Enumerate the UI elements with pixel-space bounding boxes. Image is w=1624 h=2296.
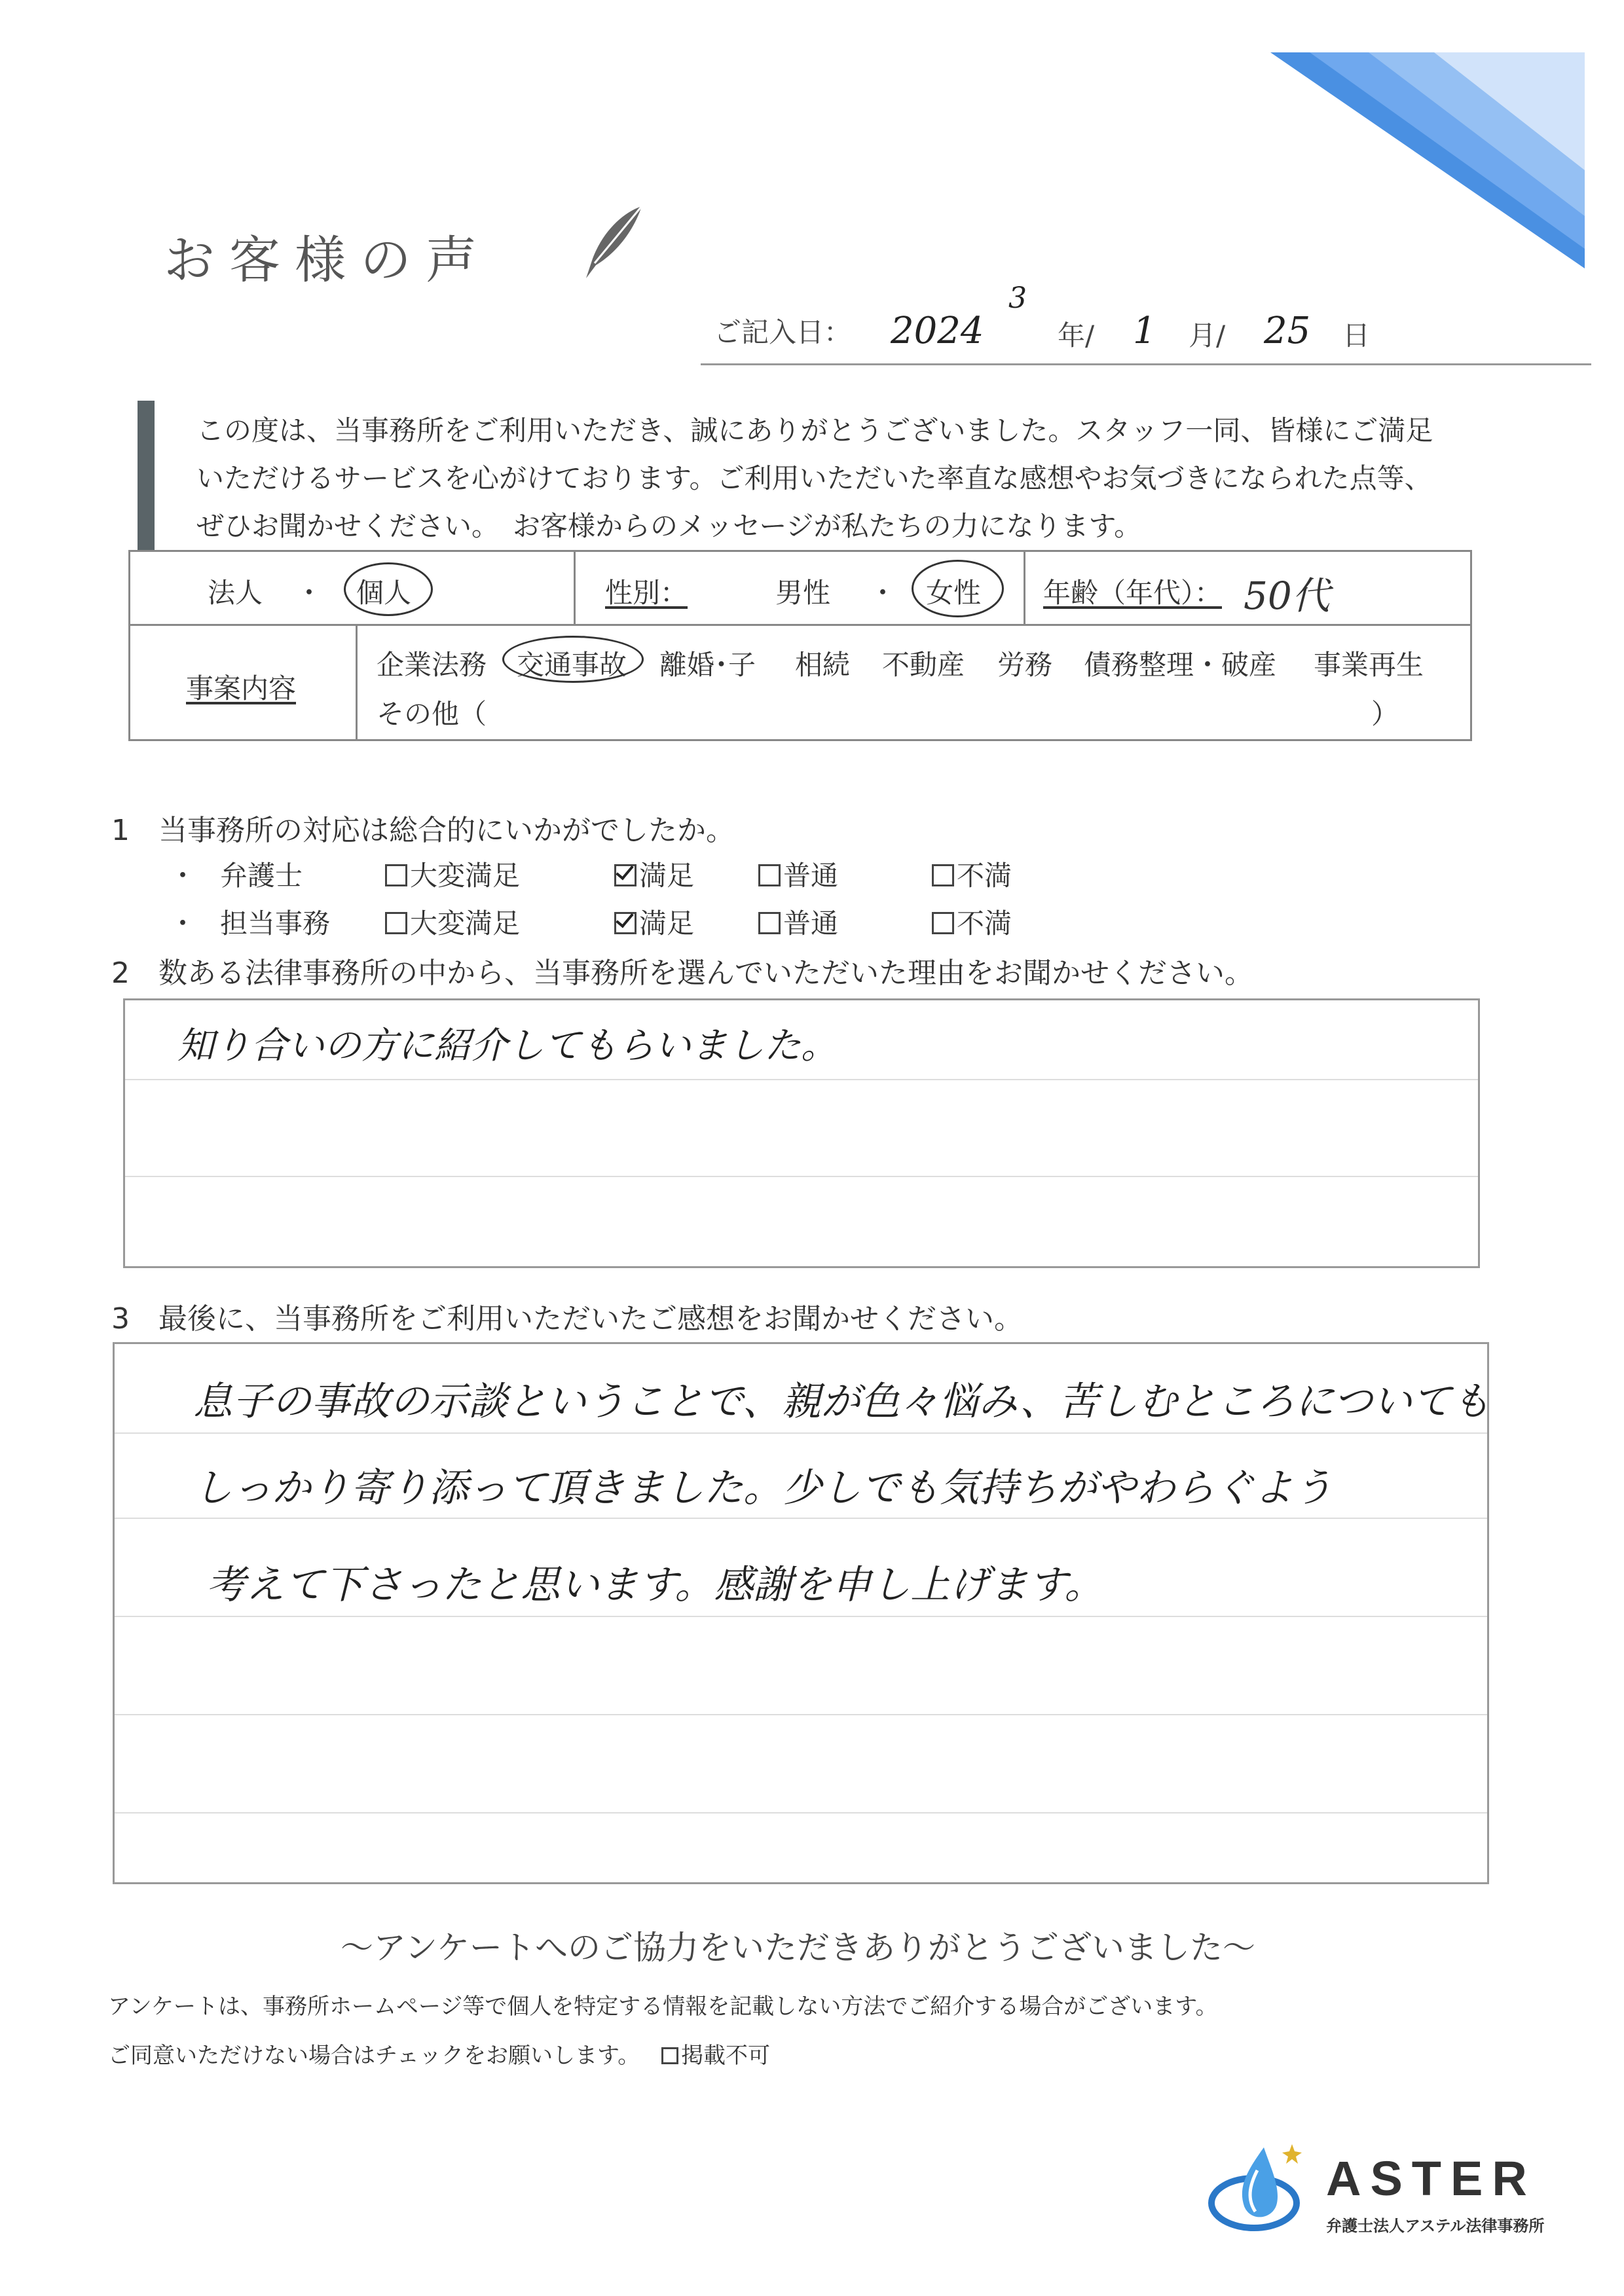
- rating-option: 大変満足: [385, 854, 520, 894]
- table-divider: [130, 624, 1470, 626]
- logo-subtitle: 弁護士法人アステル法律事務所: [1326, 2217, 1545, 2235]
- date-day: 25: [1264, 310, 1311, 352]
- gender-label: 性別：: [605, 577, 688, 609]
- question-3-answer-line: 息子の事故の示談ということで、親が色々悩み、苦しむところについても: [193, 1379, 1491, 1425]
- logo-name: ASTER: [1326, 2151, 1536, 2206]
- case-type-option: 不動産: [882, 649, 965, 681]
- rating-row-lawyer: [169, 854, 1086, 894]
- aster-droplet-logo-icon: [1208, 2141, 1306, 2232]
- rating-option: 大変満足: [385, 902, 520, 941]
- publication-note: アンケートは、事務所ホームページ等で個人を特定する情報を記載しない方法でご紹介する場合がございます。: [108, 1994, 1218, 2020]
- ruled-line: [115, 1518, 1487, 1519]
- question-1-title: 1 当事務所の対応は総合的にいかがでしたか。: [111, 814, 735, 847]
- page-title: お客様の声: [164, 231, 492, 290]
- rating-option: 普通: [758, 854, 838, 894]
- consent-note: ご同意いただけない場合はチェックをお願いします。: [108, 2043, 640, 2069]
- ruled-line: [125, 1079, 1478, 1080]
- separator-dot: ・: [869, 577, 897, 609]
- question-3-answer-line: 考えて下さったと思います。感謝を申し上げます。: [206, 1562, 1104, 1608]
- question-2-title: 2 数ある法律事務所の中から、当事務所を選んでいただいた理由をお聞かせください。: [111, 957, 1253, 990]
- ruled-line: [115, 1432, 1487, 1434]
- checkbox[interactable]: [758, 864, 781, 886]
- age-label: 年齢（年代）：: [1043, 577, 1223, 609]
- gender-male: 男性: [775, 577, 831, 609]
- no-publish-option: 掲載不可: [661, 2037, 770, 2069]
- checkbox[interactable]: [932, 912, 954, 934]
- case-type-option: 企業法務: [377, 649, 487, 681]
- separator-dot: ・: [295, 577, 323, 609]
- client-type-individual: 個人: [356, 577, 412, 609]
- case-type-option: 事業再生: [1314, 649, 1424, 681]
- rating-label: 弁護士: [220, 860, 303, 892]
- quill-pen-icon: [576, 203, 648, 282]
- traffic-accident-circle-mark: [502, 636, 644, 683]
- case-type-label: 事案内容: [186, 672, 297, 704]
- case-type-option: 労務: [997, 649, 1053, 681]
- rating-option: 不満: [932, 854, 1012, 894]
- info-table: [128, 550, 1472, 741]
- rating-bullet: ・: [169, 907, 197, 939]
- case-type-other-close: ）: [1371, 698, 1399, 730]
- intro-accent-bar: [138, 401, 155, 550]
- question-3-title: 3 最後に、当事務所をご利用いただいたご感想をお聞かせください。: [111, 1302, 1023, 1336]
- checkbox-checked[interactable]: [614, 912, 637, 934]
- date-year: 2024: [891, 310, 984, 352]
- checkbox[interactable]: [932, 864, 954, 886]
- gender-female: 女性: [926, 577, 982, 609]
- female-circle-mark: [912, 560, 1004, 617]
- case-type-option: 相続: [795, 649, 851, 681]
- case-type-other-label: その他（: [377, 698, 487, 730]
- case-type-option: 交通事故: [517, 649, 627, 681]
- checkbox[interactable]: [385, 864, 407, 886]
- date-month-unit: 月/: [1189, 319, 1226, 352]
- intro-line: ぜひお聞かせください。 お客様からのメッセージが私たちの力になります。: [196, 510, 1142, 542]
- age-answer: 50代: [1244, 574, 1330, 618]
- thanks-message: ～アンケートへのご協力をいただきありがとうございました～: [341, 1929, 1255, 1967]
- date-year-correction: 3: [1008, 282, 1027, 315]
- individual-circle-mark: [344, 562, 433, 616]
- intro-line: この度は、当事務所をご利用いただき、誠にありがとうございました。スタッフ一同、皆様にご満足: [196, 414, 1433, 446]
- question-2-answer-box: [123, 998, 1480, 1268]
- date-label: ご記入日：: [714, 316, 852, 348]
- rating-option: 満足: [614, 854, 694, 894]
- rating-option: 不満: [932, 902, 1012, 941]
- case-type-option: 債務整理・破産: [1084, 649, 1277, 681]
- rating-option: 満足: [614, 902, 694, 941]
- rating-row-staff: [169, 902, 1086, 941]
- ruled-line: [115, 1812, 1487, 1813]
- rating-option: 普通: [758, 902, 838, 941]
- question-3-answer-box: [113, 1342, 1489, 1884]
- question-2-answer: 知り合いの方に紹介してもらいました。: [177, 1025, 838, 1067]
- ruled-line: [125, 1176, 1478, 1177]
- checkbox[interactable]: [385, 912, 407, 934]
- date-row: [701, 282, 1591, 365]
- intro-line: いただけるサービスを心がけております。ご利用いただいた率直な感想やお気づきになられた点等、: [196, 462, 1432, 494]
- date-year-unit: 年/: [1058, 319, 1095, 352]
- table-divider: [1024, 552, 1025, 624]
- table-divider: [574, 552, 576, 624]
- case-type-option: 離婚･子: [659, 649, 756, 681]
- rating-label: 担当事務: [220, 907, 331, 939]
- question-3-answer-line: しっかり寄り添って頂きました。少しでも気持ちがやわらぐよう: [193, 1465, 1333, 1511]
- ruled-line: [115, 1616, 1487, 1617]
- rating-bullet: ・: [169, 860, 197, 892]
- date-day-unit: 日: [1342, 319, 1371, 352]
- ruled-line: [115, 1714, 1487, 1715]
- no-publish-checkbox[interactable]: [661, 2047, 678, 2064]
- date-month: 1: [1133, 310, 1156, 352]
- checkbox-checked[interactable]: [614, 864, 637, 886]
- client-type-corporate: 法人: [208, 577, 263, 609]
- corner-decoration: [1270, 52, 1585, 268]
- checkbox[interactable]: [758, 912, 781, 934]
- table-divider: [356, 624, 358, 739]
